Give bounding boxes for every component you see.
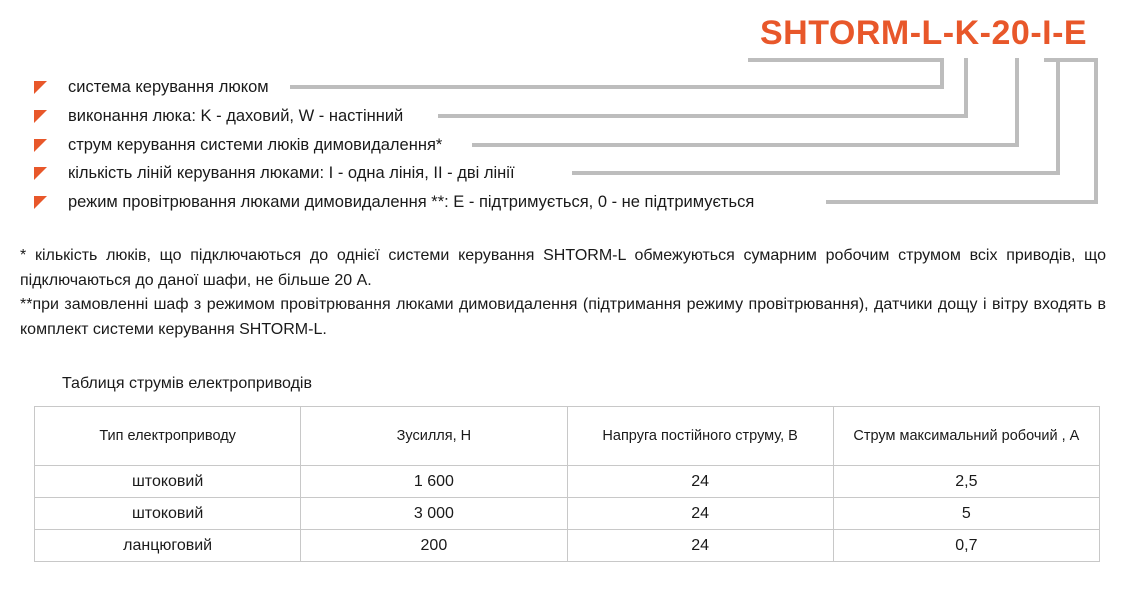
header-current: Струм максимальний робочий , А: [833, 407, 1099, 466]
actuator-current-table: [34, 406, 1100, 562]
header-voltage: Напруга постійного струму, В: [567, 407, 833, 466]
product-code: SHTORM-L-K-20-I-E: [760, 14, 1088, 52]
header-force: Зусилля, Н: [301, 407, 567, 466]
cell-force: 200: [301, 530, 567, 562]
leader-line-ventilation: [828, 60, 1096, 202]
legend-item-type: виконання люка: K - даховий, W - настінний: [34, 104, 409, 128]
footnote-ventilation: **при замовленні шаф з режимом провітрювання люками димовидалення (підтримання режиму провітрювання), датчики дощу і вітру входять в комплект системи керування SHTORM-L.: [20, 296, 1106, 338]
table-row: [35, 466, 1100, 498]
footnote-current: * кількість люків, що підключаються до однієї системи керування SHTORM-L обмежуються сумарним робочим струмом всіх приводів, що підключаються до даної шафи, не більше 20 А.: [20, 247, 1106, 289]
cell-voltage: 24: [567, 466, 833, 498]
table-row: [35, 530, 1100, 562]
orange-triangle-icon: [34, 196, 47, 209]
orange-triangle-icon: [34, 167, 47, 180]
orange-triangle-icon: [34, 110, 47, 123]
header-actuator-type: Тип електроприводу: [35, 407, 301, 466]
cell-force: 3 000: [301, 498, 567, 530]
leader-line-system: [292, 60, 942, 87]
cell-current: 5: [833, 498, 1099, 530]
orange-triangle-icon: [34, 81, 47, 94]
cell-current: 2,5: [833, 466, 1099, 498]
legend-item-ventilation: режим провітрювання люками димовидалення **: E - підтримується, 0 - не підтримується: [34, 190, 760, 214]
cell-force: 1 600: [301, 466, 567, 498]
cell-voltage: 24: [567, 498, 833, 530]
cell-current: 0,7: [833, 530, 1099, 562]
leader-line-current: [474, 60, 1017, 145]
legend-item-lines: кількість ліній керування люками: I - одна лінія, II - дві лінії: [34, 161, 521, 185]
legend-item-current: струм керування системи люків димовидалення*: [34, 133, 448, 157]
cell-voltage: 24: [567, 530, 833, 562]
cell-type: ланцюговий: [35, 530, 301, 562]
cell-type: штоковий: [35, 498, 301, 530]
table-header-row: [35, 407, 1100, 466]
orange-triangle-icon: [34, 139, 47, 152]
table-title: Таблиця струмів електроприводів: [62, 375, 312, 392]
table-row: [35, 498, 1100, 530]
cell-type: штоковий: [35, 466, 301, 498]
legend-item-system: система керування люком: [34, 75, 275, 99]
